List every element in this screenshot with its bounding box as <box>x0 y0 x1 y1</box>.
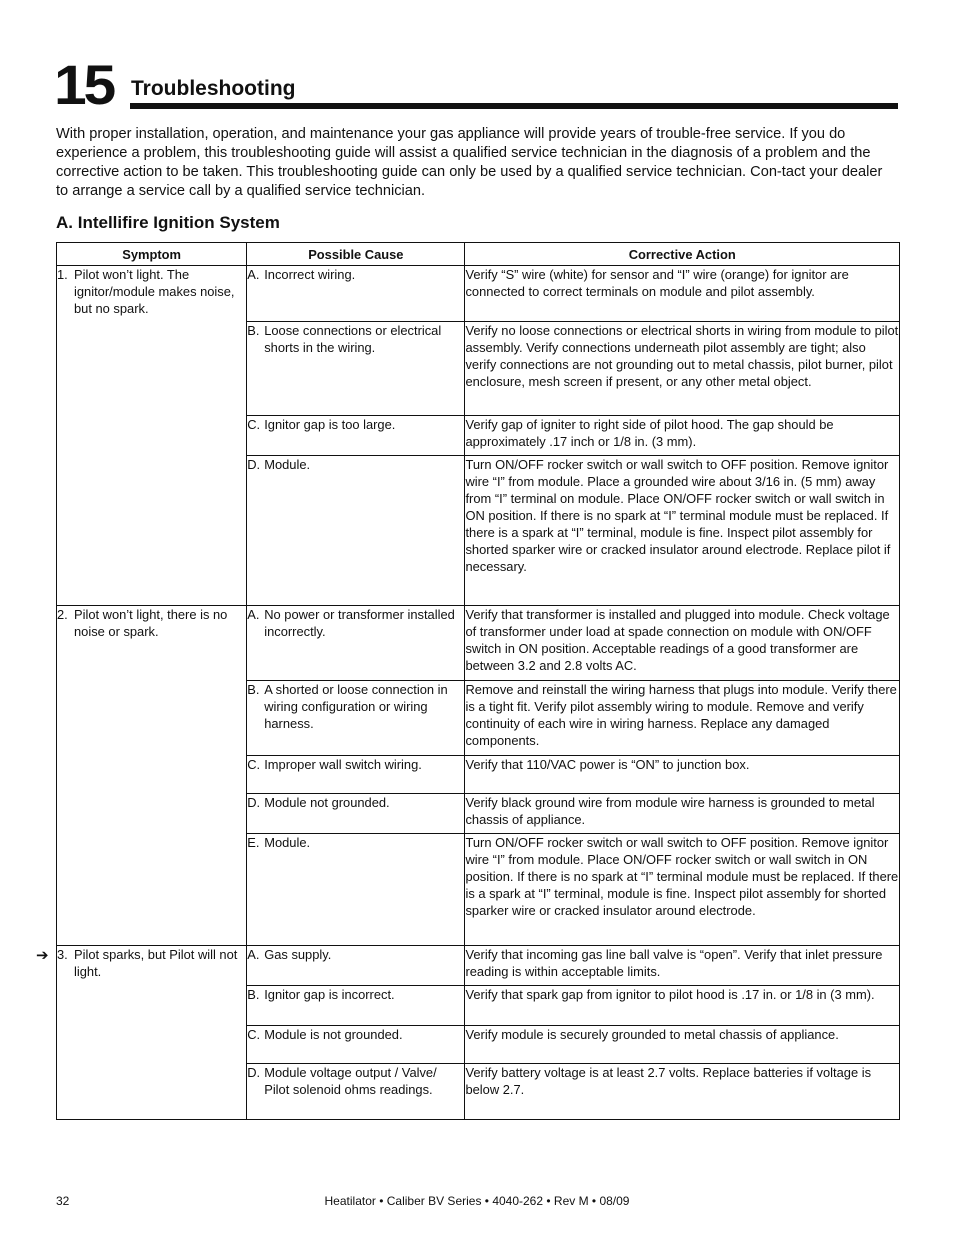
cause-letter: A. <box>247 607 260 622</box>
cause-text: Incorrect wiring. <box>264 267 356 282</box>
cause-cell <box>247 322 465 416</box>
action-cell: Verify module is securely grounded to metal chassis of appliance. <box>465 1026 900 1064</box>
header-cause: Possible Cause <box>247 243 465 266</box>
action-cell: Verify that 110/VAC power is “ON” to junction box. <box>465 756 900 794</box>
page-title: Troubleshooting <box>131 77 296 100</box>
cause-cell <box>247 986 465 1026</box>
action-cell: Verify that transformer is installed and plugged into module. Check voltage of transformer under load at spade connection on module with ON/OFF switch in ON position. Acceptable readings of a good transformer are between 3.2 and 2.8 volts AC. <box>465 606 900 681</box>
cause-text: Loose connections or electrical shorts in the wiring. <box>264 323 442 355</box>
section-heading: A. Intellifire Ignition System <box>56 213 280 232</box>
table-row <box>57 266 900 322</box>
action-cell: Verify battery voltage is at least 2.7 volts. Replace batteries if voltage is below 2.7. <box>465 1064 900 1120</box>
cause-cell <box>247 834 465 946</box>
cause-cell <box>247 681 465 756</box>
cause-cell <box>247 756 465 794</box>
cause-text: Gas supply. <box>264 947 332 962</box>
cause-text: No power or transformer installed incorrectly. <box>264 607 455 639</box>
page-number: 32 <box>56 1194 70 1208</box>
cause-cell <box>247 416 465 456</box>
title-rule <box>130 103 898 109</box>
action-cell: Verify gap of igniter to right side of pilot hood. The gap should be approximately .17 inch or 1/8 in. (3 mm). <box>465 416 900 456</box>
cause-text: A shorted or loose connection in wiring configuration or wiring harness. <box>264 682 448 731</box>
cause-text: Ignitor gap is too large. <box>264 417 396 432</box>
cause-text: Ignitor gap is incorrect. <box>264 987 395 1002</box>
action-cell: Remove and reinstall the wiring harness that plugs into module. Verify there is a tight fit. Verify pilot assembly wiring to module. Remove and verify continuity of each wire in wiring harness. Replace any damaged components. <box>465 681 900 756</box>
troubleshooting-table <box>56 242 900 1120</box>
cause-letter: D. <box>247 795 261 810</box>
cause-cell <box>247 266 465 322</box>
cause-cell <box>247 1026 465 1064</box>
cause-letter: E. <box>247 835 260 850</box>
cause-text: Module not grounded. <box>264 795 390 810</box>
revision-arrow-icon: ➔ <box>36 947 49 964</box>
footer-doc-info: Heatilator • Caliber BV Series • 4040-262 • Rev M • 08/09 <box>324 1194 630 1208</box>
cause-letter: B. <box>247 682 260 697</box>
symptom-cell <box>57 266 247 606</box>
cause-text: Module. <box>264 457 311 472</box>
cause-letter: B. <box>247 323 260 338</box>
chapter-number: 15 <box>54 53 114 116</box>
table-body <box>57 266 900 1120</box>
cause-letter: D. <box>247 457 261 472</box>
cause-letter: D. <box>247 1065 261 1080</box>
symptom-number: 3. <box>57 947 68 962</box>
action-cell: Verify no loose connections or electrical shorts in wiring from module to pilot assembly. Verify connections underneath pilot assembly are tight; also verify connections are not grounding out to metal chassis, pilot burner, pilot enclosure, mesh screen if present, or any other metal object. <box>465 322 900 416</box>
action-cell: Verify that incoming gas line ball valve is “open”. Verify that inlet pressure reading is within acceptable limits. <box>465 946 900 986</box>
cause-cell <box>247 946 465 986</box>
cause-cell <box>247 794 465 834</box>
cause-cell <box>247 606 465 681</box>
cause-text: Module is not grounded. <box>264 1027 403 1042</box>
cause-letter: B. <box>247 987 260 1002</box>
symptom-cell <box>57 946 247 1120</box>
action-cell: Verify that spark gap from ignitor to pilot hood is .17 in. or 1/8 in (3 mm). <box>465 986 900 1026</box>
symptom-number: 2. <box>57 607 68 622</box>
cause-text: Module voltage output / Valve/ Pilot solenoid ohms readings. <box>264 1065 437 1097</box>
cause-cell <box>247 456 465 606</box>
header-action: Corrective Action <box>465 243 900 266</box>
table-row <box>57 946 900 986</box>
action-cell: Verify “S” wire (white) for sensor and “I” wire (orange) for ignitor are connected to correct terminals on module and pilot assembly. <box>465 266 900 322</box>
cause-letter: A. <box>247 267 260 282</box>
cause-text: Improper wall switch wiring. <box>264 757 422 772</box>
intro-paragraph: With proper installation, operation, and maintenance your gas appliance will provide years of trouble-free service. If you do experience a problem, this troubleshooting guide will assist a qualified service technician in the diagnosis of a problem and the corrective action to be taken. This troubleshooting guide can only be used by a qualified service technician. Con-tact your dealer to arrange a service call by a qualified service technician. <box>56 126 883 199</box>
symptom-text: Pilot won’t light, there is no noise or spark. <box>74 607 228 639</box>
cause-letter: A. <box>247 947 260 962</box>
table-row <box>57 606 900 681</box>
table-header-row <box>57 243 900 266</box>
cause-letter: C. <box>247 757 261 772</box>
action-cell: Turn ON/OFF rocker switch or wall switch to OFF position. Remove ignitor wire “I” from module. Place ON/OFF rocker switch or wall switch in ON position. If there is no spark at “I” terminal module must be replaced. If there is a spark at “I” terminal, module is fine. Inspect pilot assembly for shorted sparker wire or cracked insulator around electrode. <box>465 834 900 946</box>
cause-letter: C. <box>247 1027 261 1042</box>
cause-letter: C. <box>247 417 261 432</box>
symptom-text: Pilot won’t light. The ignitor/module makes noise, but no spark. <box>74 267 235 316</box>
action-cell: Verify black ground wire from module wire harness is grounded to metal chassis of appliance. <box>465 794 900 834</box>
cause-cell <box>247 1064 465 1120</box>
cause-text: Module. <box>264 835 311 850</box>
symptom-cell <box>57 606 247 946</box>
header-symptom: Symptom <box>57 243 247 266</box>
symptom-number: 1. <box>57 267 68 282</box>
symptom-text: Pilot sparks, but Pilot will not light. <box>74 947 238 979</box>
action-cell: Turn ON/OFF rocker switch or wall switch to OFF position. Remove ignitor wire “I” from module. Place a grounded wire about 3/16 in. (5 mm) away from “I” terminal on module. Place ON/OFF rocker switch or wall switch in ON position. If there is no spark at “I” terminal module must be replaced. If there is a spark at “I” terminal, module is fine. Inspect pilot assembly for shorted sparker wire or cracked insulator around electrode. Replace pilot if necessary. <box>465 456 900 606</box>
